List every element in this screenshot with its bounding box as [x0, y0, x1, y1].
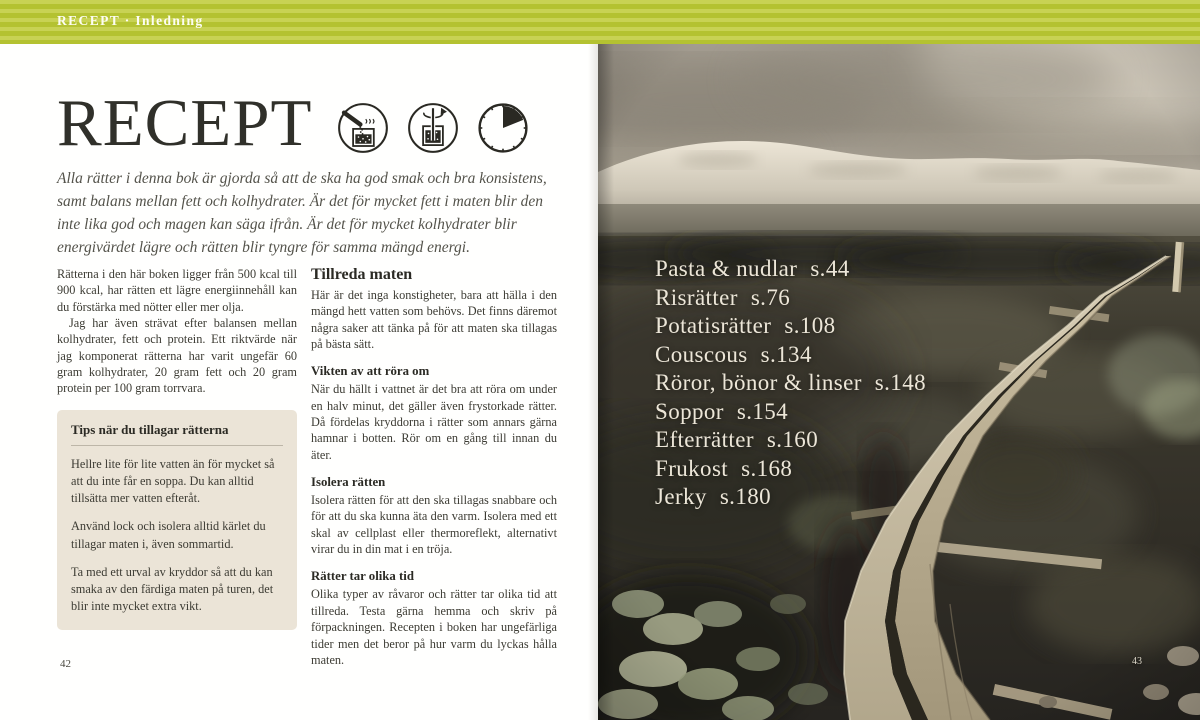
tips-box-title: Tips när du tillagar rätterna [71, 422, 283, 446]
paragraph: Jag har även strävat efter balansen mellan kolhydrater, fett och protein. Ett riktvärde när jag komponerat rätterna har varit ungefär 60 gram kolhydrater, 20 gram fett och 20 gram protein per 100 gram torrvara. [57, 316, 297, 396]
table-of-contents [655, 255, 926, 512]
toc-entry-title: Efterrätter [655, 427, 754, 452]
section-subheading: Rätter tar olika tid [311, 569, 414, 584]
toc-entry-page: s.76 [750, 284, 791, 310]
chapter-header-bar [0, 0, 1200, 44]
toc-entry-page: s.160 [766, 427, 819, 452]
toc-entry [655, 255, 926, 284]
page-title: RECEPT [57, 86, 313, 160]
toc-entry [655, 455, 926, 484]
toc-entry [655, 284, 926, 313]
toc-entry-title: Couscous [655, 341, 748, 367]
toc-entry-title: Soppor [655, 398, 724, 424]
intro-paragraph: Alla rätter i denna bok är gjorda så att de ska ha god smak och bra konsistens, samt balans mellan fett och kolhydrater. Är det för mycket fett i maten blir den inte lika god och magen kan säga ifrån. Är det för mycket kolhydrater blir energivärdet lägre och rätten blir tyngre för samma mängd energi. [57, 170, 547, 256]
spine-shadow-right [598, 44, 614, 720]
spine-shadow-left [588, 44, 598, 720]
right-page-photo [598, 44, 1200, 720]
paragraph: Här är det inga konstigheter, bara att hälla i den mängd hett vatten som behövs. Det finns däremot några saker att tänka på för att maten ska tillagas på bästa sätt. [311, 288, 557, 352]
toc-entry [655, 312, 926, 341]
timer-icon [476, 101, 530, 155]
column-right [311, 266, 557, 668]
toc-entry-page: s.108 [784, 313, 836, 338]
toc-entry-page: s.168 [741, 455, 793, 481]
toc-entry-title: Pasta & nudlar [655, 256, 798, 281]
toc-entry [655, 398, 926, 427]
section-heading: Tillreda maten [311, 266, 413, 283]
paragraph: Olika typer av råvaror och rätter tar olika tid att tillreda. Testa gärna hemma och skriv på förpackningen. Recepten i boken har ungefärliga tider men det beror på hur varm du lyckas hålla maten. [311, 587, 557, 667]
toc-entry [655, 369, 926, 398]
section-subheading: Vikten av att röra om [311, 364, 430, 379]
body-columns [57, 266, 557, 668]
cooking-icons [336, 101, 530, 155]
toc-entry [655, 483, 926, 512]
paragraph: När du hällt i vattnet är det bra att röra om under en halv minut, det gäller även frystorkade rätter. Då fördelas kryddorna i rätter som annars gärna hamnar i botten. Rör om en gång till innan du äter. [311, 382, 557, 462]
chapter-header-label: RECEPT · Inledning [57, 13, 204, 28]
tips-box [57, 410, 297, 631]
tips-item: Ta med ett urval av kryddor så att du kan smaka av den färdiga maten på turen, det blir inte mycket extra vikt. [71, 564, 274, 614]
toc-entry [655, 341, 926, 370]
toc-entry-page: s.148 [874, 370, 926, 395]
toc-entry-title: Frukost [655, 455, 729, 481]
title-row [57, 86, 530, 160]
toc-entry-page: s.154 [736, 398, 789, 424]
toc-entry [655, 426, 926, 455]
stir-icon [406, 101, 460, 155]
toc-entry-page: s.134 [760, 341, 812, 367]
column-left [57, 266, 297, 668]
toc-entry-title: Jerky [655, 484, 707, 509]
page-number-right: 43 [1132, 656, 1142, 667]
toc-entry-title: Risrätter [655, 284, 738, 310]
pour-water-icon [336, 101, 390, 155]
left-page [0, 44, 598, 720]
tips-item: Hellre lite för lite vatten än för mycket så att du inte får en soppa. Du kan alltid tillsätta mer vatten efteråt. [71, 456, 275, 506]
toc-entry-page: s.180 [719, 484, 772, 509]
toc-entry-title: Potatisrätter [655, 313, 772, 338]
toc-entry-page: s.44 [810, 256, 850, 281]
paragraph: Rätterna i den här boken ligger från 500 kcal till 900 kcal, har rätten ett lägre energiinnehåll kan du förstärka med nötter eller mer olja. [57, 267, 297, 314]
paragraph: Isolera rätten för att den ska tillagas snabbare och för att du ska kunna äta den varm. Isolera med ett skal av cellplast eller thermoreflekt, alternativt virar du in din mat i en tröja. [311, 493, 557, 557]
page-number-left: 42 [60, 658, 71, 670]
tips-item: Använd lock och isolera alltid kärlet du tillagar maten i, även sommartid. [71, 519, 266, 551]
toc-entry-title: Röror, bönor & linser [655, 370, 862, 395]
section-subheading: Isolera rätten [311, 475, 386, 490]
